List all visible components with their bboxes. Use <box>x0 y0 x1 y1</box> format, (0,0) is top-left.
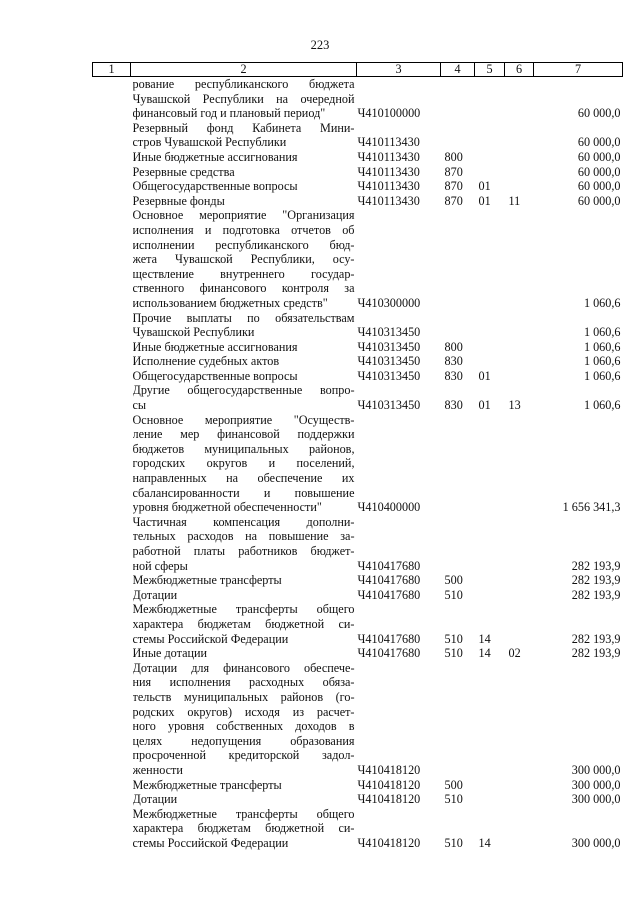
row-code-cell: Ч410113430 <box>357 164 420 179</box>
row-name-line: Чувашской Республики на очередной <box>132 91 355 106</box>
row-subsection-cell <box>505 311 534 340</box>
row-section-cell: 14 <box>478 646 491 661</box>
row-number-cell <box>93 573 131 588</box>
row-section-cell <box>475 77 505 121</box>
row-expense-type-cell: 510 <box>444 646 463 661</box>
row-name-line: стров Чувашской Республики <box>132 135 287 150</box>
column-header-6: 6 <box>505 63 534 77</box>
row-name-cell <box>131 807 357 851</box>
row-name-line: Дотации для финансового обеспече- <box>132 660 355 675</box>
row-code-cell: Ч410418120 <box>357 792 421 807</box>
row-name-line: уровня бюджетной обеспеченности" <box>132 500 322 515</box>
row-amount-cell: 300 000,0 <box>571 835 621 850</box>
row-name-line: Прочие выплаты по обязательствам <box>132 310 355 325</box>
row-subsection-cell <box>505 121 534 150</box>
row-amount-cell: 1 656 341,3 <box>562 500 621 515</box>
table-row <box>93 573 623 588</box>
row-number-cell <box>93 150 131 165</box>
row-amount-cell: 282 193,9 <box>571 646 621 661</box>
row-name-cell <box>131 77 357 121</box>
row-code-cell: Ч410313450 <box>357 325 421 340</box>
row-code-cell: Ч410418120 <box>357 777 421 792</box>
row-amount-cell: 282 193,9 <box>571 631 621 646</box>
row-name-cell <box>131 661 357 778</box>
row-code-cell: Ч410113430 <box>357 179 420 194</box>
column-header-2: 2 <box>131 63 357 77</box>
row-name-line: Межбюджетные трансферты <box>132 573 282 588</box>
row-section-cell: 14 <box>478 631 491 646</box>
table-body <box>93 77 623 851</box>
row-number-cell <box>93 778 131 793</box>
row-expense-type-cell <box>441 311 475 340</box>
row-name-cell <box>131 792 357 807</box>
row-name-cell <box>131 311 357 340</box>
row-code-cell: Ч410400000 <box>357 500 421 515</box>
row-subsection-cell <box>505 588 534 603</box>
table-row <box>93 121 623 150</box>
row-name-line: родских округов) исходя из расчет- <box>132 704 355 719</box>
row-name-line: Резервные фонды <box>132 193 225 208</box>
row-number-cell <box>93 311 131 340</box>
row-name-line: Частичная компенсация дополни- <box>132 514 355 529</box>
row-name-line: характера бюджетам бюджетной си- <box>132 616 355 631</box>
row-amount-cell: 1 060,6 <box>583 398 621 413</box>
table-row <box>93 311 623 340</box>
row-expense-type-cell: 870 <box>444 193 463 208</box>
table-row <box>93 646 623 661</box>
row-amount-cell: 282 193,9 <box>571 558 621 573</box>
row-name-line: ной сферы <box>132 558 188 573</box>
row-subsection-cell <box>505 413 534 515</box>
column-header-1: 1 <box>93 63 131 77</box>
row-expense-type-cell <box>441 661 475 778</box>
row-name-cell <box>131 602 357 646</box>
row-expense-type-cell <box>441 515 475 573</box>
row-expense-type-cell: 800 <box>444 339 463 354</box>
row-name-cell <box>131 340 357 355</box>
row-name-line: исполнения и подготовка отчетов об <box>132 222 355 237</box>
row-name-line: Иные бюджетные ассигнования <box>132 149 298 164</box>
row-name-cell <box>131 515 357 573</box>
row-number-cell <box>93 413 131 515</box>
row-expense-type-cell: 830 <box>444 368 463 383</box>
table-row <box>93 515 623 573</box>
row-amount-cell: 282 193,9 <box>571 587 621 602</box>
row-number-cell <box>93 383 131 412</box>
row-expense-type-cell: 830 <box>444 398 463 413</box>
row-expense-type-cell: 870 <box>444 164 463 179</box>
row-section-cell: 01 <box>478 398 491 413</box>
row-name-line: Межбюджетные трансферты общего <box>132 806 355 821</box>
row-code-cell: Ч410313450 <box>357 339 421 354</box>
row-name-line: использованием бюджетных средств" <box>132 295 328 310</box>
row-name-line: Резервный фонд Кабинета Мини- <box>132 120 355 135</box>
row-expense-type-cell: 510 <box>444 631 463 646</box>
table-row <box>93 165 623 180</box>
page-number: 223 <box>310 38 330 52</box>
row-expense-type-cell: 510 <box>444 792 463 807</box>
table-row <box>93 354 623 369</box>
row-number-cell <box>93 208 131 310</box>
table-row <box>93 369 623 384</box>
row-expense-type-cell: 800 <box>444 149 463 164</box>
row-name-line: ственного финансового контроля за <box>132 281 355 296</box>
row-number-cell <box>93 369 131 384</box>
row-name-line: Другие общегосударственные вопро- <box>132 383 355 398</box>
row-name-line: работной платы работников бюджет- <box>132 544 355 558</box>
row-amount-cell: 60 000,0 <box>577 193 621 208</box>
row-name-line: бюджетов муниципальных районов, <box>132 441 355 456</box>
row-section-cell <box>475 588 505 603</box>
row-subsection-cell <box>505 807 534 851</box>
row-name-line: финансовый год и плановый период" <box>132 106 326 121</box>
row-name-line: тельств муниципальных районов (го- <box>132 689 355 704</box>
budget-table <box>92 62 623 850</box>
row-subsection-cell <box>505 354 534 369</box>
row-number-cell <box>93 194 131 209</box>
row-section-cell <box>475 340 505 355</box>
row-amount-cell: 1 060,6 <box>583 295 621 310</box>
row-name-line: ществление внутреннего государ- <box>132 266 355 281</box>
row-section-cell <box>475 165 505 180</box>
row-number-cell <box>93 807 131 851</box>
row-name-line: направленных на обеспечение их <box>132 471 355 486</box>
row-name-line: ного уровня собственных доходов в <box>132 719 355 734</box>
row-amount-cell: 60 000,0 <box>577 164 621 179</box>
column-header-7: 7 <box>534 63 623 77</box>
row-section-cell <box>475 792 505 807</box>
column-header-5: 5 <box>475 63 505 77</box>
row-amount-cell: 1 060,6 <box>583 368 621 383</box>
row-number-cell <box>93 165 131 180</box>
row-name-line: рование республиканского бюджета <box>132 77 355 91</box>
row-section-cell <box>475 354 505 369</box>
row-subsection-cell <box>505 792 534 807</box>
table-row <box>93 150 623 165</box>
row-expense-type-cell <box>441 121 475 150</box>
table-row <box>93 340 623 355</box>
row-code-cell: Ч410418120 <box>357 835 421 850</box>
row-number-cell <box>93 77 131 121</box>
row-code-cell: Ч410417680 <box>357 573 421 588</box>
row-number-cell <box>93 179 131 194</box>
row-subsection-cell <box>505 573 534 588</box>
row-amount-cell: 1 060,6 <box>583 354 621 369</box>
row-code-cell: Ч410417680 <box>357 587 421 602</box>
row-section-cell <box>475 661 505 778</box>
row-code-cell: Ч410313450 <box>357 354 421 369</box>
row-number-cell <box>93 121 131 150</box>
row-number-cell <box>93 646 131 661</box>
row-section-cell <box>475 311 505 340</box>
row-section-cell: 01 <box>478 179 491 194</box>
row-subsection-cell <box>505 602 534 646</box>
row-code-cell: Ч410113430 <box>357 135 420 150</box>
column-header-4: 4 <box>441 63 475 77</box>
row-name-line: жета Чувашской Республики, осу- <box>132 252 355 267</box>
row-section-cell <box>475 515 505 573</box>
table-row <box>93 383 623 412</box>
row-name-line: тельных расходов на повышение за- <box>132 529 355 544</box>
row-amount-cell: 60 000,0 <box>577 135 621 150</box>
row-name-line: Межбюджетные трансферты общего <box>132 602 355 617</box>
row-expense-type-cell <box>441 77 475 121</box>
row-name-line: ния исполнения расходных обяза- <box>132 675 355 690</box>
row-name-line: Чувашской Республики <box>132 325 255 340</box>
table-row <box>93 792 623 807</box>
row-expense-type-cell: 510 <box>444 587 463 602</box>
row-name-cell <box>131 588 357 603</box>
row-name-cell <box>131 194 357 209</box>
row-subsection-cell <box>505 661 534 778</box>
row-amount-cell: 60 000,0 <box>577 149 621 164</box>
row-expense-type-cell: 500 <box>444 777 463 792</box>
row-name-line: Дотации <box>132 792 178 807</box>
row-name-line: характера бюджетам бюджетной си- <box>132 821 355 836</box>
row-number-cell <box>93 661 131 778</box>
table-row <box>93 179 623 194</box>
row-section-cell <box>475 573 505 588</box>
row-section-cell: 01 <box>478 368 491 383</box>
row-code-cell: Ч410313450 <box>357 398 421 413</box>
row-subsection-cell <box>505 340 534 355</box>
column-header-3: 3 <box>357 63 441 77</box>
table-row <box>93 194 623 209</box>
row-amount-cell: 1 060,6 <box>583 339 621 354</box>
row-name-line: Резервные средства <box>132 164 235 179</box>
table-row <box>93 588 623 603</box>
row-name-line: женности <box>132 762 183 777</box>
row-name-cell <box>131 150 357 165</box>
table-row <box>93 602 623 646</box>
row-number-cell <box>93 792 131 807</box>
table-row <box>93 661 623 778</box>
row-code-cell: Ч410113430 <box>357 149 420 164</box>
row-subsection-cell: 02 <box>508 646 521 661</box>
row-number-cell <box>93 588 131 603</box>
row-amount-cell: 1 060,6 <box>583 325 621 340</box>
row-code-cell: Ч410418120 <box>357 762 421 777</box>
row-name-line: ление мер финансовой поддержки <box>132 427 355 442</box>
row-section-cell <box>475 150 505 165</box>
row-subsection-cell <box>505 515 534 573</box>
row-subsection-cell <box>505 77 534 121</box>
row-amount-cell: 60 000,0 <box>577 179 621 194</box>
row-name-cell <box>131 208 357 310</box>
row-subsection-cell <box>505 179 534 194</box>
row-amount-cell: 282 193,9 <box>571 573 621 588</box>
row-name-line: Исполнение судебных актов <box>132 354 280 369</box>
row-code-cell: Ч410100000 <box>357 106 421 121</box>
row-section-cell: 01 <box>478 193 491 208</box>
row-name-cell <box>131 383 357 412</box>
row-number-cell <box>93 354 131 369</box>
row-name-line: целях недопущения образования <box>132 733 355 748</box>
row-code-cell: Ч410313450 <box>357 368 421 383</box>
row-name-line: исполнении республиканского бюд- <box>132 237 355 252</box>
row-number-cell <box>93 515 131 573</box>
row-number-cell <box>93 340 131 355</box>
row-section-cell <box>475 208 505 310</box>
row-subsection-cell: 13 <box>508 398 521 413</box>
row-name-cell <box>131 369 357 384</box>
table-row <box>93 208 623 310</box>
row-subsection-cell <box>505 150 534 165</box>
row-expense-type-cell <box>441 413 475 515</box>
row-number-cell <box>93 602 131 646</box>
row-expense-type-cell: 500 <box>444 573 463 588</box>
row-name-cell <box>131 778 357 793</box>
row-subsection-cell <box>505 369 534 384</box>
row-name-line: Иные дотации <box>132 646 208 661</box>
row-amount-cell: 300 000,0 <box>571 762 621 777</box>
row-name-cell <box>131 165 357 180</box>
row-code-cell: Ч410417680 <box>357 631 421 646</box>
row-code-cell: Ч410417680 <box>357 558 421 573</box>
table-row <box>93 77 623 121</box>
row-name-line: Межбюджетные трансферты <box>132 777 282 792</box>
row-section-cell <box>475 778 505 793</box>
row-name-line: городских округов и поселений, <box>132 456 355 471</box>
row-section-cell: 14 <box>478 835 491 850</box>
table-row <box>93 807 623 851</box>
row-name-cell <box>131 179 357 194</box>
row-amount-cell: 300 000,0 <box>571 777 621 792</box>
row-name-line: стемы Российской Федерации <box>132 835 289 850</box>
row-section-cell <box>475 121 505 150</box>
row-name-line: сы <box>132 398 147 413</box>
row-name-cell <box>131 413 357 515</box>
table-row <box>93 778 623 793</box>
table-row <box>93 413 623 515</box>
row-name-cell <box>131 354 357 369</box>
row-expense-type-cell: 830 <box>444 354 463 369</box>
row-name-line: сбалансированности и повышение <box>132 485 355 500</box>
row-name-line: Дотации <box>132 587 178 602</box>
row-expense-type-cell: 870 <box>444 179 463 194</box>
row-name-line: просроченной кредиторской задол- <box>132 748 355 763</box>
row-subsection-cell <box>505 165 534 180</box>
row-code-cell: Ч410113430 <box>357 193 420 208</box>
row-name-cell <box>131 646 357 661</box>
row-name-line: Основное мероприятие "Организация <box>132 208 355 223</box>
row-subsection-cell <box>505 778 534 793</box>
row-expense-type-cell <box>441 208 475 310</box>
header-row <box>93 63 623 77</box>
row-name-line: Основное мероприятие "Осуществ- <box>132 412 355 427</box>
row-subsection-cell: 11 <box>508 193 521 208</box>
row-subsection-cell <box>505 208 534 310</box>
row-name-cell <box>131 121 357 150</box>
row-name-cell <box>131 573 357 588</box>
row-section-cell <box>475 413 505 515</box>
row-code-cell: Ч410417680 <box>357 646 421 661</box>
row-name-line: Общегосударственные вопросы <box>132 179 298 194</box>
row-name-line: Общегосударственные вопросы <box>132 368 298 383</box>
row-name-line: Иные бюджетные ассигнования <box>132 339 298 354</box>
row-amount-cell: 60 000,0 <box>577 106 621 121</box>
row-amount-cell: 300 000,0 <box>571 792 621 807</box>
row-expense-type-cell: 510 <box>444 835 463 850</box>
row-name-line: стемы Российской Федерации <box>132 631 289 646</box>
row-code-cell: Ч410300000 <box>357 295 421 310</box>
